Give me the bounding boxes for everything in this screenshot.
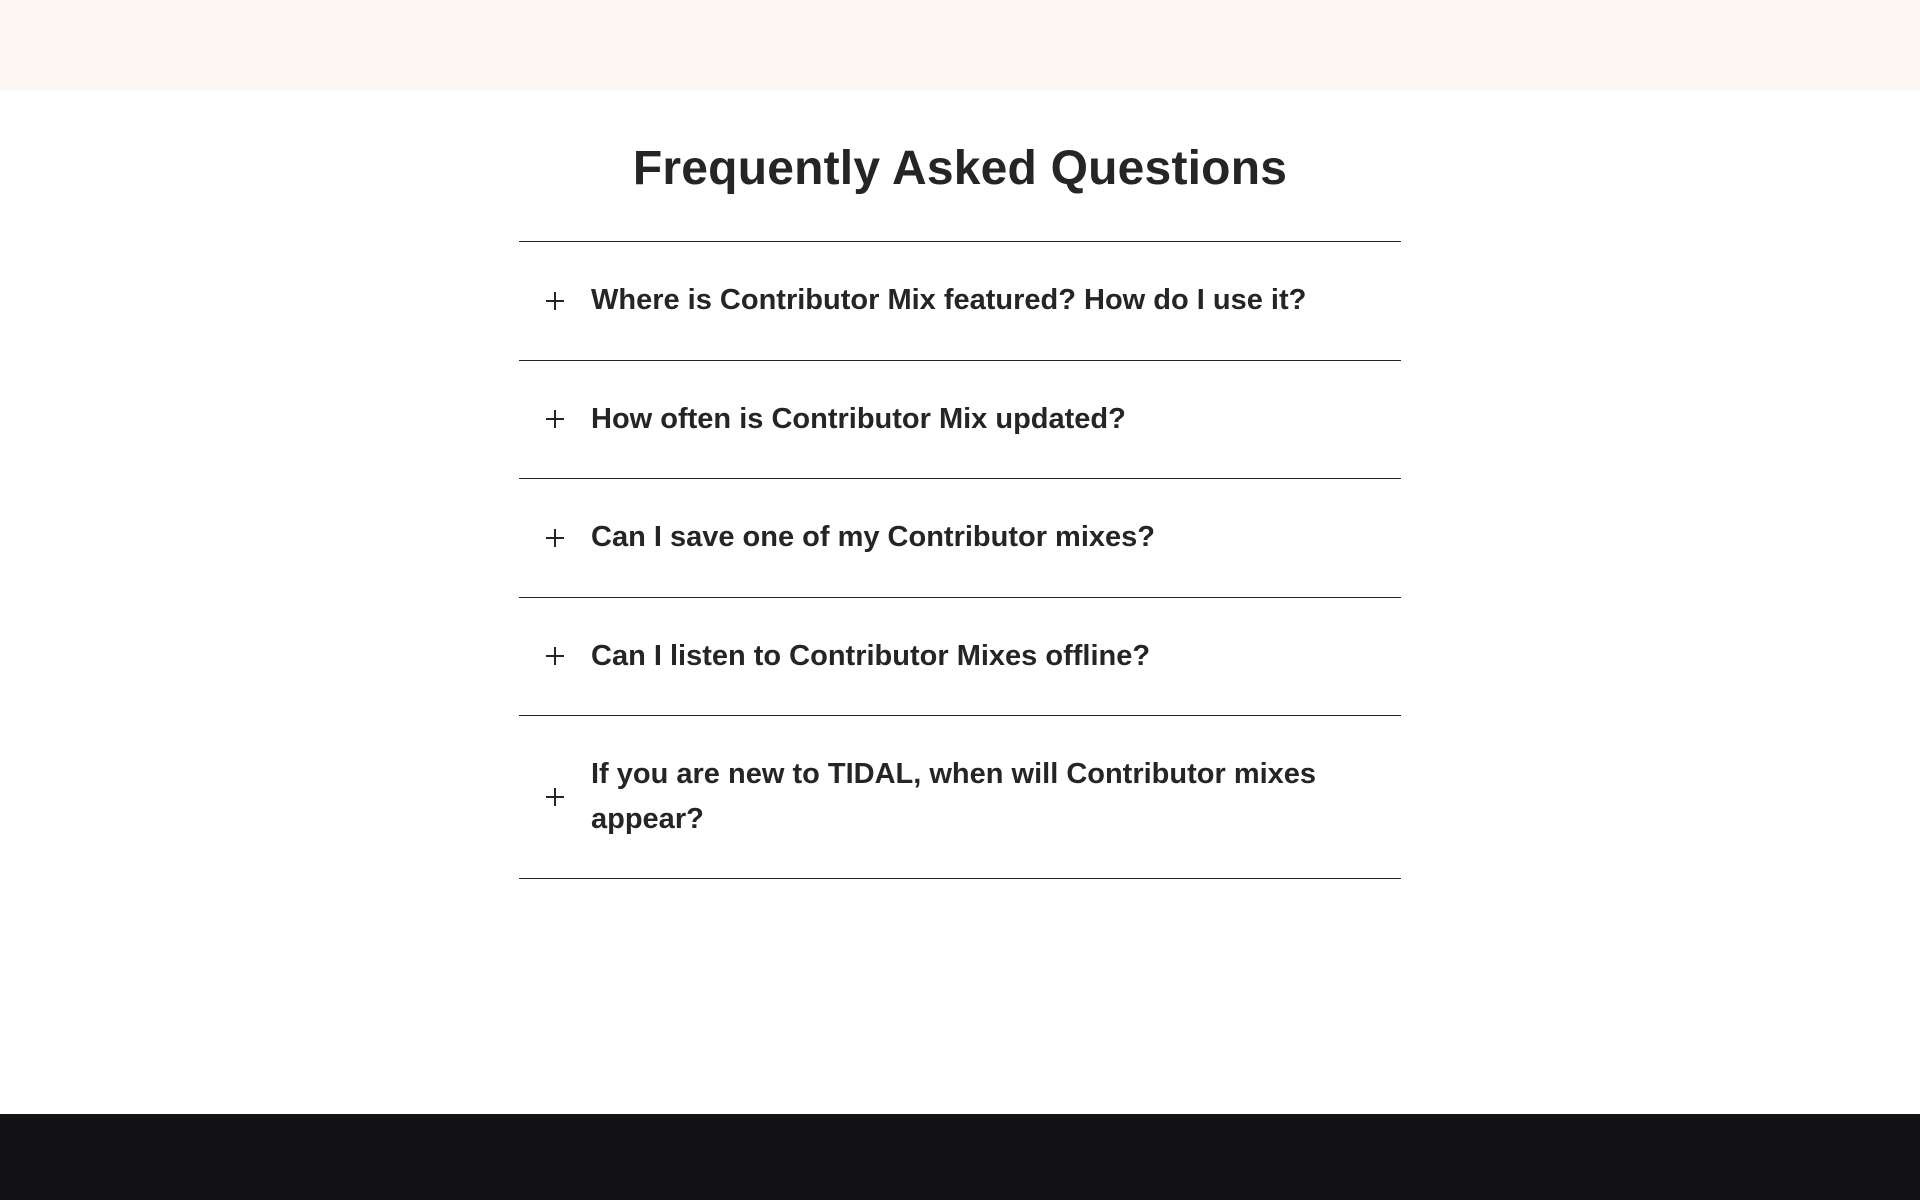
footer [0,1114,1920,1200]
plus-icon[interactable] [519,528,591,548]
faq-question[interactable]: If you are new to TIDAL, when will Contributor mixes appear? [591,758,1317,835]
faq-title: Frequently Asked Questions [632,142,1288,195]
faq-item[interactable] [519,598,1401,717]
faq-accordion [519,241,1401,879]
plus-icon[interactable] [519,291,591,311]
faq-item[interactable] [519,716,1401,879]
faq-question[interactable]: How often is Contributor Mix updated? [591,402,1126,435]
faq-item[interactable] [519,479,1401,598]
faq-question[interactable]: Where is Contributor Mix featured? How do I use it? [591,284,1307,317]
faq-item[interactable] [519,242,1401,361]
faq-question[interactable]: Can I listen to Contributor Mixes offline? [591,639,1151,672]
faq-question[interactable]: Can I save one of my Contributor mixes? [591,521,1155,554]
plus-icon[interactable] [519,409,591,429]
plus-icon[interactable] [519,646,591,666]
faq-item[interactable] [519,361,1401,480]
plus-icon[interactable] [519,787,591,807]
top-banner-band [0,0,1920,91]
